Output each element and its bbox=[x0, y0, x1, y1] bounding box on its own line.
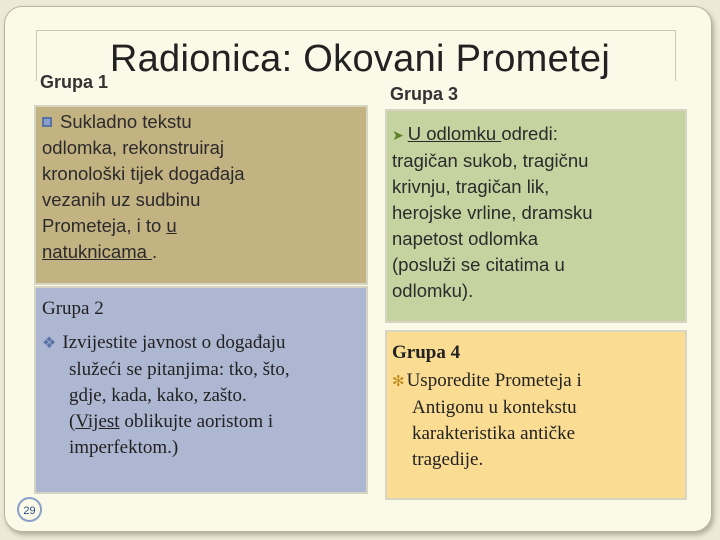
group3-line4: herojske vrline, dramsku bbox=[392, 202, 593, 223]
group1-text bbox=[42, 109, 362, 265]
swirl-bullet-icon: ✻ bbox=[392, 374, 405, 390]
group4-text bbox=[392, 340, 687, 473]
group4-line4: tragedije. bbox=[412, 449, 484, 470]
group3-line2: tragičan sukob, tragičnu bbox=[392, 150, 589, 171]
group2-text bbox=[42, 296, 364, 461]
group1-label: Grupa 1 bbox=[40, 72, 109, 92]
group1-box bbox=[34, 105, 368, 285]
group2-line4 bbox=[42, 409, 364, 435]
group4-label: Grupa 4 bbox=[392, 342, 461, 363]
group3-box bbox=[385, 109, 687, 323]
group1-line1: Sukladno tekstu bbox=[60, 111, 192, 132]
group2-line2: služeći se pitanjima: tko, što, bbox=[69, 359, 290, 380]
group1-line2: odlomka, rekonstruiraj bbox=[42, 137, 224, 158]
group3-line1 bbox=[392, 121, 687, 148]
group1-line5-prefix: Prometeja, i to bbox=[42, 215, 167, 236]
group1-line6-suffix: . bbox=[152, 241, 158, 262]
group3-line1-suffix: odredi: bbox=[501, 123, 558, 144]
group2-line5: imperfektom.) bbox=[69, 437, 179, 458]
group3-line5: napetost odlomka bbox=[392, 228, 539, 249]
group4-line1 bbox=[392, 368, 687, 395]
group2-line4-suffix: oblikujte aoristom i bbox=[119, 411, 274, 432]
group2-line4-underlined: Vijest bbox=[75, 411, 120, 432]
group2-line3: gdje, kada, kako, zašto. bbox=[69, 385, 247, 406]
group1-line5-underlined: u bbox=[166, 215, 177, 236]
group1-line4: vezanih uz sudbinu bbox=[42, 189, 201, 210]
group3-text bbox=[392, 121, 687, 304]
group1-line5 bbox=[42, 213, 362, 239]
group3-line1-underlined: U odlomku bbox=[407, 123, 502, 144]
group1-line6 bbox=[42, 239, 362, 265]
group2-label: Grupa 2 bbox=[42, 298, 104, 319]
group4-line3: karakteristika antičke bbox=[412, 423, 576, 444]
slide-title: Radionica: Okovani Prometej bbox=[109, 38, 611, 80]
diamond-bullet-icon: ❖ bbox=[42, 335, 57, 352]
group4-line2: Antigonu u kontekstu bbox=[412, 397, 577, 418]
group2-box bbox=[34, 286, 368, 494]
group2-line4-prefix: ( bbox=[69, 411, 76, 432]
group1-line bbox=[42, 109, 362, 135]
group3-line7: odlomku). bbox=[392, 280, 474, 301]
group3-label: Grupa 3 bbox=[390, 84, 459, 104]
group2-line1-text: Izvijestite javnost o događaju bbox=[62, 332, 286, 353]
group2-line1 bbox=[42, 330, 364, 357]
group3-line6: (posluži se citatima u bbox=[392, 254, 565, 275]
group4-line1-text: Usporedite Prometeja i bbox=[406, 370, 582, 391]
group1-line3: kronološki tijek događaja bbox=[42, 163, 245, 184]
group1-line6-underlined: natuknicama bbox=[42, 241, 153, 262]
group3-line3: krivnju, tragičan lik, bbox=[392, 176, 550, 197]
arrow-bullet-icon: ➤ bbox=[392, 127, 404, 143]
group4-box bbox=[385, 330, 687, 500]
page-number-badge: 29 bbox=[17, 497, 42, 522]
square-bullet-icon bbox=[42, 117, 52, 127]
